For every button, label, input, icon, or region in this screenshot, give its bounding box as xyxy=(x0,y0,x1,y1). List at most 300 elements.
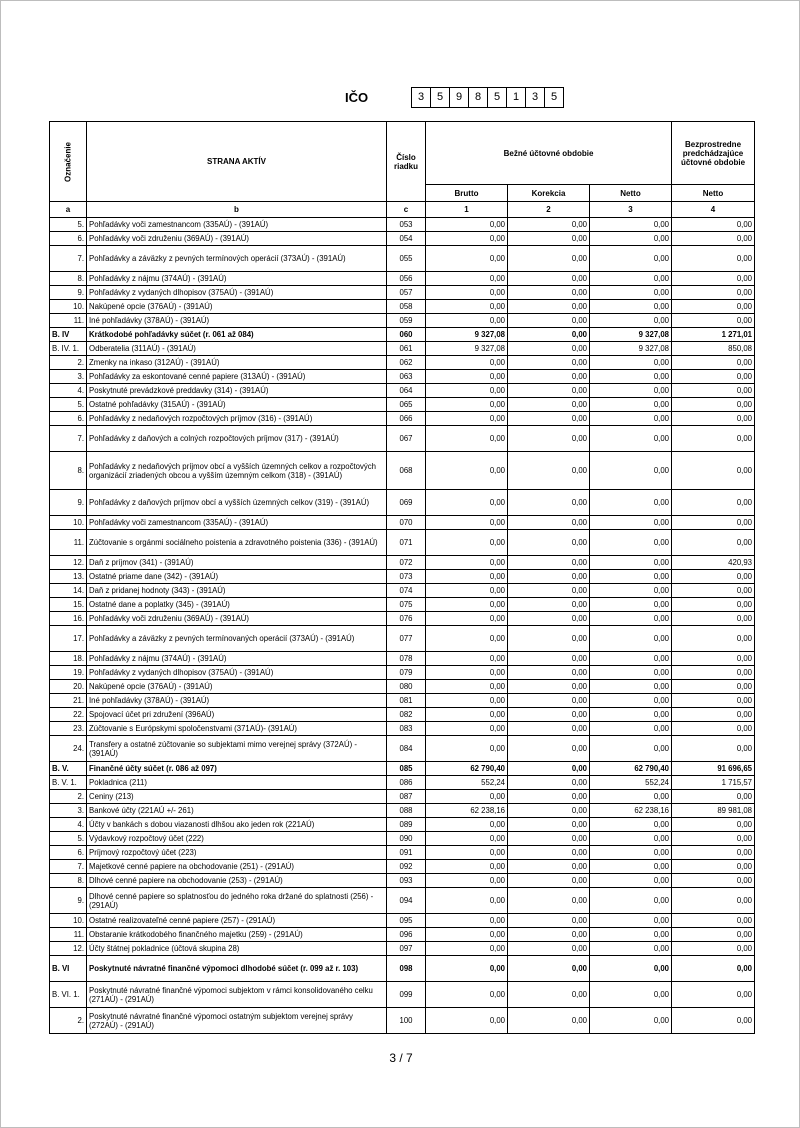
value-korekcia: 0,00 xyxy=(508,530,590,556)
header-col-1: 1 xyxy=(426,202,508,218)
row-designation: 8. xyxy=(50,272,87,286)
ico-digit: 9 xyxy=(449,88,468,107)
value-netto: 0,00 xyxy=(590,982,672,1008)
row-number: 063 xyxy=(387,370,426,384)
table-row xyxy=(50,246,755,272)
row-number: 087 xyxy=(387,790,426,804)
table-row xyxy=(50,398,755,412)
value-brutto: 552,24 xyxy=(426,776,508,790)
row-number: 078 xyxy=(387,652,426,666)
row-designation: 18. xyxy=(50,652,87,666)
row-label: Ceniny (213) xyxy=(87,790,387,804)
header-col-c: c xyxy=(387,202,426,218)
row-designation: 3. xyxy=(50,804,87,818)
value-korekcia: 0,00 xyxy=(508,762,590,776)
value-brutto: 0,00 xyxy=(426,370,508,384)
table-row xyxy=(50,860,755,874)
ico-digit: 1 xyxy=(506,88,525,107)
value-netto: 0,00 xyxy=(590,888,672,914)
table-row xyxy=(50,530,755,556)
table-row xyxy=(50,626,755,652)
row-designation: 22. xyxy=(50,708,87,722)
value-brutto: 0,00 xyxy=(426,246,508,272)
value-brutto: 0,00 xyxy=(426,942,508,956)
value-netto-prev: 850,08 xyxy=(672,342,755,356)
value-netto-prev: 0,00 xyxy=(672,874,755,888)
value-netto-prev: 0,00 xyxy=(672,790,755,804)
table-row xyxy=(50,652,755,666)
table-row xyxy=(50,846,755,860)
row-number: 089 xyxy=(387,818,426,832)
row-designation: 19. xyxy=(50,666,87,680)
row-label: Pohľadávky z vydaných dlhopisov (375AÚ) - (391AÚ) xyxy=(87,666,387,680)
value-brutto: 0,00 xyxy=(426,680,508,694)
row-designation: 7. xyxy=(50,860,87,874)
row-number: 066 xyxy=(387,412,426,426)
value-netto-prev: 0,00 xyxy=(672,370,755,384)
value-brutto: 0,00 xyxy=(426,652,508,666)
table-row xyxy=(50,666,755,680)
row-label: Pohľadávky z nedaňových rozpočtových príjmov (316) - (391AÚ) xyxy=(87,412,387,426)
value-brutto: 0,00 xyxy=(426,314,508,328)
row-number: 069 xyxy=(387,490,426,516)
table-row xyxy=(50,516,755,530)
row-label: Zúčtovanie s Európskymi spoločenstvami (371AÚ)- (391AÚ) xyxy=(87,722,387,736)
row-designation: 6. xyxy=(50,846,87,860)
row-label: Finančné účty súčet (r. 086 až 097) xyxy=(87,762,387,776)
row-designation: B. IV xyxy=(50,328,87,342)
value-netto: 552,24 xyxy=(590,776,672,790)
value-korekcia: 0,00 xyxy=(508,328,590,342)
value-korekcia: 0,00 xyxy=(508,598,590,612)
row-number: 091 xyxy=(387,846,426,860)
row-number: 086 xyxy=(387,776,426,790)
value-netto: 0,00 xyxy=(590,530,672,556)
row-number: 100 xyxy=(387,1008,426,1034)
assets-table xyxy=(49,121,755,1034)
table-row xyxy=(50,888,755,914)
row-number: 064 xyxy=(387,384,426,398)
value-brutto: 9 327,08 xyxy=(426,342,508,356)
table-row xyxy=(50,982,755,1008)
row-designation: 7. xyxy=(50,426,87,452)
value-korekcia: 0,00 xyxy=(508,452,590,490)
value-brutto: 0,00 xyxy=(426,300,508,314)
value-netto-prev: 0,00 xyxy=(672,452,755,490)
row-designation: 21. xyxy=(50,694,87,708)
value-netto: 0,00 xyxy=(590,722,672,736)
value-korekcia: 0,00 xyxy=(508,398,590,412)
value-brutto: 0,00 xyxy=(426,928,508,942)
value-korekcia: 0,00 xyxy=(508,570,590,584)
row-label: Pohľadávky a záväzky z pevných termínových operácií (373AÚ) - (391AÚ) xyxy=(87,246,387,272)
value-netto-prev: 0,00 xyxy=(672,412,755,426)
row-label: Pokladnica (211) xyxy=(87,776,387,790)
value-netto-prev: 1 715,57 xyxy=(672,776,755,790)
row-label: Nakúpené opcie (376AÚ) - (391AÚ) xyxy=(87,300,387,314)
value-korekcia: 0,00 xyxy=(508,776,590,790)
value-netto: 0,00 xyxy=(590,300,672,314)
value-netto-prev: 0,00 xyxy=(672,490,755,516)
value-netto-prev: 0,00 xyxy=(672,846,755,860)
value-netto-prev: 0,00 xyxy=(672,652,755,666)
table-row xyxy=(50,722,755,736)
table-row xyxy=(50,570,755,584)
header-bezne-obdobie: Bežné účtovné obdobie xyxy=(426,122,672,185)
value-netto: 0,00 xyxy=(590,218,672,232)
value-netto-prev: 0,00 xyxy=(672,818,755,832)
table-row xyxy=(50,556,755,570)
table-row xyxy=(50,384,755,398)
value-netto: 0,00 xyxy=(590,790,672,804)
value-netto-prev: 0,00 xyxy=(672,982,755,1008)
row-label: Poskytnuté prevádzkové preddavky (314) - (391AÚ) xyxy=(87,384,387,398)
row-number: 072 xyxy=(387,556,426,570)
value-korekcia: 0,00 xyxy=(508,356,590,370)
value-korekcia: 0,00 xyxy=(508,680,590,694)
value-netto-prev: 0,00 xyxy=(672,694,755,708)
value-netto: 0,00 xyxy=(590,314,672,328)
value-korekcia: 0,00 xyxy=(508,722,590,736)
row-label: Pohľadávky voči zamestnancom (335AÚ) - (391AÚ) xyxy=(87,516,387,530)
header-col-4: 4 xyxy=(672,202,755,218)
header-col-2: 2 xyxy=(508,202,590,218)
row-designation: 6. xyxy=(50,232,87,246)
row-label: Iné pohľadávky (378AÚ) - (391AÚ) xyxy=(87,694,387,708)
value-brutto: 0,00 xyxy=(426,612,508,626)
value-brutto: 0,00 xyxy=(426,846,508,860)
row-designation: 14. xyxy=(50,584,87,598)
row-number: 092 xyxy=(387,860,426,874)
row-designation: 16. xyxy=(50,612,87,626)
row-label: Účty v bankách s dobou viazanosti dlhšou ako jeden rok (221AÚ) xyxy=(87,818,387,832)
header-strana-aktiv: STRANA AKTÍV xyxy=(87,122,387,202)
row-designation: 11. xyxy=(50,928,87,942)
row-number: 083 xyxy=(387,722,426,736)
value-korekcia: 0,00 xyxy=(508,1008,590,1034)
ico-digit: 3 xyxy=(525,88,544,107)
value-netto-prev: 0,00 xyxy=(672,956,755,982)
header-predchadzajuce-obdobie: Bezprostredne predchádzajúce účtovné obdobie xyxy=(672,122,755,185)
row-designation: B. VI. 1. xyxy=(50,982,87,1008)
row-label: Pohľadávky z daňových príjmov obcí a vyšších územných celkov (319) - (391AÚ) xyxy=(87,490,387,516)
row-designation: 10. xyxy=(50,300,87,314)
table-row xyxy=(50,584,755,598)
value-korekcia: 0,00 xyxy=(508,370,590,384)
value-netto: 0,00 xyxy=(590,598,672,612)
table-row xyxy=(50,314,755,328)
table-row xyxy=(50,412,755,426)
row-designation: 6. xyxy=(50,412,87,426)
row-number: 071 xyxy=(387,530,426,556)
value-brutto: 0,00 xyxy=(426,516,508,530)
value-netto: 0,00 xyxy=(590,556,672,570)
row-label: Pohľadávky z nájmu (374AÚ) - (391AÚ) xyxy=(87,652,387,666)
value-korekcia: 0,00 xyxy=(508,708,590,722)
table-row xyxy=(50,356,755,370)
row-label: Výdavkový rozpočtový účet (222) xyxy=(87,832,387,846)
table-row xyxy=(50,942,755,956)
value-brutto: 0,00 xyxy=(426,356,508,370)
row-designation: B. V. xyxy=(50,762,87,776)
value-netto: 0,00 xyxy=(590,570,672,584)
header-col-b: b xyxy=(87,202,387,218)
row-label: Dlhové cenné papiere na obchodovanie (253) - (291AÚ) xyxy=(87,874,387,888)
table-row xyxy=(50,452,755,490)
value-brutto: 0,00 xyxy=(426,860,508,874)
value-netto: 0,00 xyxy=(590,708,672,722)
row-label: Obstaranie krátkodobého finančného majetku (259) - (291AÚ) xyxy=(87,928,387,942)
table-row xyxy=(50,426,755,452)
value-brutto: 0,00 xyxy=(426,398,508,412)
table-row xyxy=(50,790,755,804)
value-brutto: 0,00 xyxy=(426,584,508,598)
row-label: Poskytnuté návratné finančné výpomoci ostatným subjektom verejnej správy (272AÚ) - (291AÚ) xyxy=(87,1008,387,1034)
row-designation: 2. xyxy=(50,1008,87,1034)
row-designation: 7. xyxy=(50,246,87,272)
row-designation: 12. xyxy=(50,556,87,570)
table-body xyxy=(50,218,755,1034)
value-netto: 0,00 xyxy=(590,584,672,598)
table-row xyxy=(50,218,755,232)
value-brutto: 0,00 xyxy=(426,272,508,286)
row-label: Odberatelia (311AÚ) - (391AÚ) xyxy=(87,342,387,356)
row-label: Pohľadávky za eskontované cenné papiere (313AÚ) - (391AÚ) xyxy=(87,370,387,384)
row-number: 059 xyxy=(387,314,426,328)
value-korekcia: 0,00 xyxy=(508,272,590,286)
value-korekcia: 0,00 xyxy=(508,982,590,1008)
table-row xyxy=(50,956,755,982)
row-number: 070 xyxy=(387,516,426,530)
ico-digit: 5 xyxy=(430,88,449,107)
table-row xyxy=(50,300,755,314)
row-number: 062 xyxy=(387,356,426,370)
value-brutto: 0,00 xyxy=(426,832,508,846)
row-number: 079 xyxy=(387,666,426,680)
row-number: 056 xyxy=(387,272,426,286)
row-number: 084 xyxy=(387,736,426,762)
value-netto: 0,00 xyxy=(590,666,672,680)
value-netto-prev: 0,00 xyxy=(672,530,755,556)
value-netto: 0,00 xyxy=(590,398,672,412)
row-number: 065 xyxy=(387,398,426,412)
value-netto-prev: 0,00 xyxy=(672,598,755,612)
row-number: 093 xyxy=(387,874,426,888)
value-netto-prev: 0,00 xyxy=(672,356,755,370)
value-brutto: 0,00 xyxy=(426,598,508,612)
row-designation: B. V. 1. xyxy=(50,776,87,790)
row-number: 061 xyxy=(387,342,426,356)
value-netto: 0,00 xyxy=(590,736,672,762)
value-korekcia: 0,00 xyxy=(508,942,590,956)
value-netto: 0,00 xyxy=(590,694,672,708)
row-designation: 11. xyxy=(50,314,87,328)
value-netto: 0,00 xyxy=(590,860,672,874)
row-number: 081 xyxy=(387,694,426,708)
ico-digits xyxy=(411,87,564,108)
value-korekcia: 0,00 xyxy=(508,490,590,516)
value-netto: 0,00 xyxy=(590,490,672,516)
value-netto-prev: 0,00 xyxy=(672,832,755,846)
value-netto: 0,00 xyxy=(590,914,672,928)
value-korekcia: 0,00 xyxy=(508,860,590,874)
value-netto: 0,00 xyxy=(590,928,672,942)
table-row xyxy=(50,694,755,708)
table-row xyxy=(50,874,755,888)
value-brutto: 0,00 xyxy=(426,490,508,516)
value-netto: 62 238,16 xyxy=(590,804,672,818)
table-row xyxy=(50,776,755,790)
row-label: Pohľadávky z nedaňových príjmov obcí a vyšších územných celkov a rozpočtových organizácií zriadených obcou a vyšším územným celkom (318) - (391AÚ) xyxy=(87,452,387,490)
value-korekcia: 0,00 xyxy=(508,314,590,328)
value-korekcia: 0,00 xyxy=(508,818,590,832)
row-designation: 13. xyxy=(50,570,87,584)
row-number: 097 xyxy=(387,942,426,956)
row-designation: 10. xyxy=(50,516,87,530)
row-number: 060 xyxy=(387,328,426,342)
row-designation: 8. xyxy=(50,452,87,490)
table-row xyxy=(50,680,755,694)
value-netto-prev: 0,00 xyxy=(672,314,755,328)
ico-row xyxy=(345,87,564,108)
value-korekcia: 0,00 xyxy=(508,286,590,300)
value-netto: 0,00 xyxy=(590,846,672,860)
value-brutto: 0,00 xyxy=(426,570,508,584)
value-netto: 0,00 xyxy=(590,680,672,694)
value-netto-prev: 0,00 xyxy=(672,584,755,598)
row-label: Poskytnuté návratné finančné výpomoci dlhodobé súčet (r. 099 až r. 103) xyxy=(87,956,387,982)
value-korekcia: 0,00 xyxy=(508,626,590,652)
row-label: Pohľadávky voči združeniu (369AÚ) - (391AÚ) xyxy=(87,232,387,246)
value-korekcia: 0,00 xyxy=(508,412,590,426)
value-brutto: 0,00 xyxy=(426,452,508,490)
value-netto-prev: 0,00 xyxy=(672,398,755,412)
value-netto: 9 327,08 xyxy=(590,328,672,342)
row-number: 058 xyxy=(387,300,426,314)
value-brutto: 0,00 xyxy=(426,1008,508,1034)
table-row xyxy=(50,804,755,818)
value-brutto: 0,00 xyxy=(426,412,508,426)
row-designation: B. IV. 1. xyxy=(50,342,87,356)
header-brutto: Brutto xyxy=(426,185,508,202)
row-number: 068 xyxy=(387,452,426,490)
value-netto-prev: 0,00 xyxy=(672,218,755,232)
table-row xyxy=(50,914,755,928)
value-netto: 0,00 xyxy=(590,272,672,286)
value-brutto: 0,00 xyxy=(426,956,508,982)
value-brutto: 0,00 xyxy=(426,888,508,914)
row-label: Pohľadávky z vydaných dlhopisov (375AÚ) - (391AÚ) xyxy=(87,286,387,300)
value-netto-prev: 1 271,01 xyxy=(672,328,755,342)
header-netto-prev: Netto xyxy=(672,185,755,202)
value-brutto: 0,00 xyxy=(426,232,508,246)
value-brutto: 0,00 xyxy=(426,384,508,398)
row-number: 080 xyxy=(387,680,426,694)
row-designation: 3. xyxy=(50,370,87,384)
row-number: 073 xyxy=(387,570,426,584)
value-korekcia: 0,00 xyxy=(508,694,590,708)
table-row xyxy=(50,328,755,342)
row-label: Ostatné realizovateľné cenné papiere (257) - (291AÚ) xyxy=(87,914,387,928)
value-netto-prev: 0,00 xyxy=(672,1008,755,1034)
row-number: 057 xyxy=(387,286,426,300)
row-designation: 17. xyxy=(50,626,87,652)
table-row xyxy=(50,762,755,776)
row-label: Účty štátnej pokladnice (účtová skupina 28) xyxy=(87,942,387,956)
row-label: Nakúpené opcie (376AÚ) - (391AÚ) xyxy=(87,680,387,694)
row-designation: 23. xyxy=(50,722,87,736)
value-netto: 0,00 xyxy=(590,384,672,398)
row-label: Daň z príjmov (341) - (391AÚ) xyxy=(87,556,387,570)
value-korekcia: 0,00 xyxy=(508,666,590,680)
row-number: 085 xyxy=(387,762,426,776)
value-brutto: 0,00 xyxy=(426,818,508,832)
value-brutto: 0,00 xyxy=(426,722,508,736)
value-korekcia: 0,00 xyxy=(508,736,590,762)
ico-digit: 8 xyxy=(468,88,487,107)
row-designation: 9. xyxy=(50,888,87,914)
ico-label: IČO xyxy=(345,90,369,105)
table-row xyxy=(50,818,755,832)
value-netto: 9 327,08 xyxy=(590,342,672,356)
row-designation: 5. xyxy=(50,218,87,232)
row-label: Ostatné dane a poplatky (345) - (391AÚ) xyxy=(87,598,387,612)
row-label: Pohľadávky z nájmu (374AÚ) - (391AÚ) xyxy=(87,272,387,286)
value-korekcia: 0,00 xyxy=(508,384,590,398)
row-number: 096 xyxy=(387,928,426,942)
value-netto: 0,00 xyxy=(590,356,672,370)
row-label: Pohľadávky voči združeniu (369AÚ) - (391AÚ) xyxy=(87,612,387,626)
row-designation: 4. xyxy=(50,818,87,832)
header-col-a: a xyxy=(50,202,87,218)
value-korekcia: 0,00 xyxy=(508,914,590,928)
value-brutto: 62 790,40 xyxy=(426,762,508,776)
row-designation: 24. xyxy=(50,736,87,762)
row-designation: 2. xyxy=(50,790,87,804)
row-designation: 5. xyxy=(50,832,87,846)
value-netto-prev: 0,00 xyxy=(672,570,755,584)
row-designation: 9. xyxy=(50,490,87,516)
row-number: 053 xyxy=(387,218,426,232)
value-korekcia: 0,00 xyxy=(508,888,590,914)
row-designation: 11. xyxy=(50,530,87,556)
value-korekcia: 0,00 xyxy=(508,790,590,804)
row-designation: 4. xyxy=(50,384,87,398)
value-korekcia: 0,00 xyxy=(508,584,590,598)
row-designation: 12. xyxy=(50,942,87,956)
value-netto-prev: 0,00 xyxy=(672,860,755,874)
table-row xyxy=(50,598,755,612)
row-designation: B. VI xyxy=(50,956,87,982)
row-label: Príjmový rozpočtový účet (223) xyxy=(87,846,387,860)
row-designation: 15. xyxy=(50,598,87,612)
value-korekcia: 0,00 xyxy=(508,516,590,530)
row-label: Pohľadávky z daňových a colných rozpočtových príjmov (317) - (391AÚ) xyxy=(87,426,387,452)
header-netto: Netto xyxy=(590,185,672,202)
table-row xyxy=(50,832,755,846)
value-netto: 0,00 xyxy=(590,370,672,384)
value-netto-prev: 89 981,08 xyxy=(672,804,755,818)
value-netto-prev: 0,00 xyxy=(672,300,755,314)
row-number: 095 xyxy=(387,914,426,928)
ico-digit: 5 xyxy=(544,88,563,107)
value-netto-prev: 91 696,65 xyxy=(672,762,755,776)
row-number: 067 xyxy=(387,426,426,452)
header-oznacenie: Označenie xyxy=(50,122,87,202)
value-brutto: 0,00 xyxy=(426,666,508,680)
row-number: 074 xyxy=(387,584,426,598)
value-brutto: 0,00 xyxy=(426,736,508,762)
